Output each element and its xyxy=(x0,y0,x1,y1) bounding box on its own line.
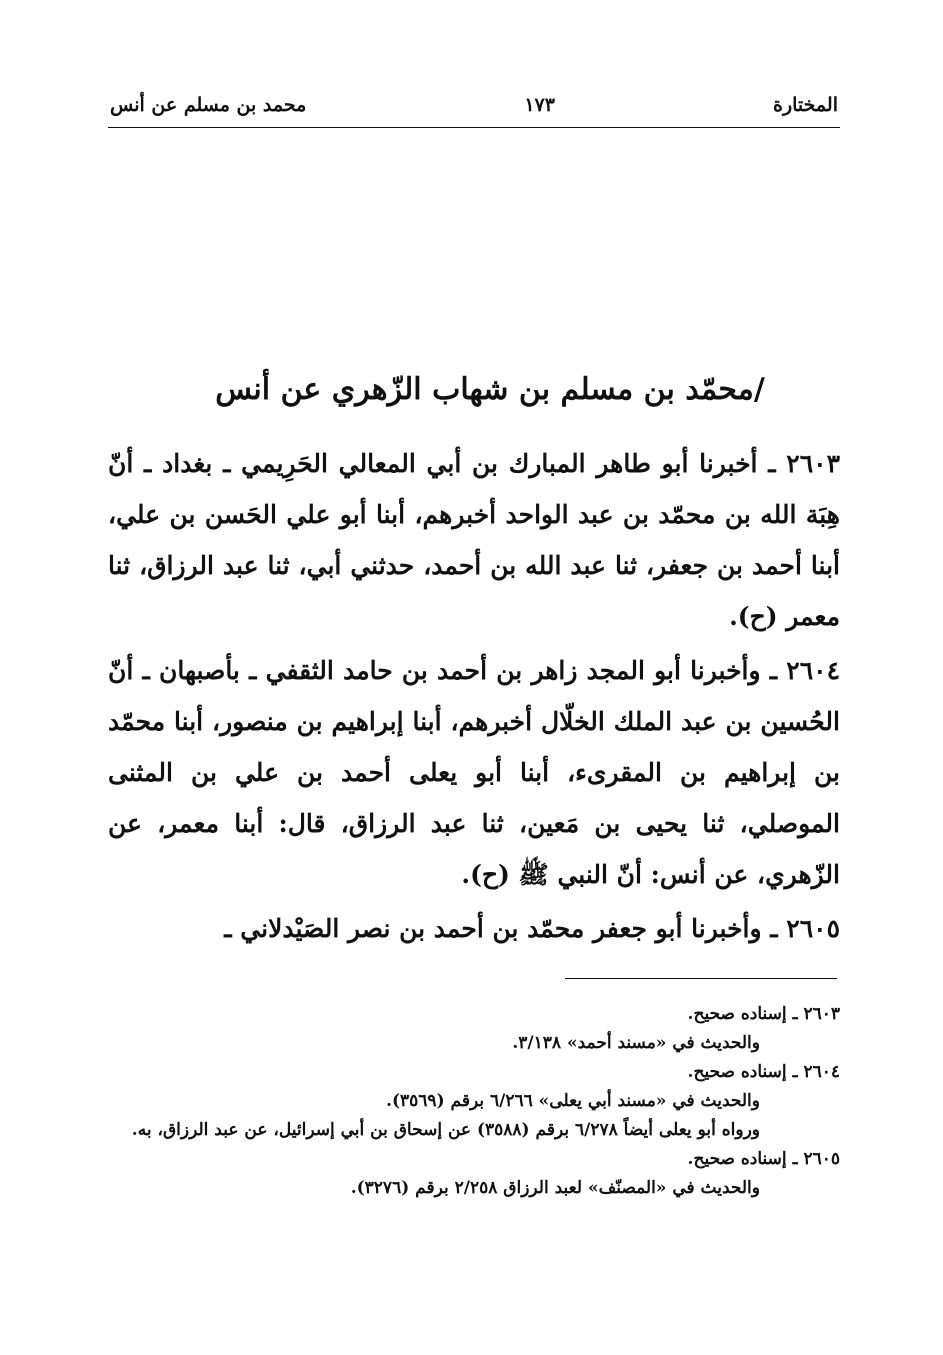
footnote-2604 xyxy=(108,1058,840,1145)
header-book-title: المختارة xyxy=(773,94,838,116)
footnote-heading: ٢٦٠٤ ـ إسناده صحيح. xyxy=(687,1062,840,1082)
section-title: /محمّد بن مسلم بن شهاب الزّهري عن أنس xyxy=(215,372,765,407)
footnote-2603 xyxy=(108,1000,840,1058)
footnote-2605 xyxy=(108,1145,840,1203)
footnote-line: والحديث في «مسند أحمد» ٣/١٣٨. xyxy=(512,1033,760,1053)
running-header xyxy=(110,88,838,122)
hadith-2603: ٢٦٠٣ ـ أخبرنا أبو طاهر المبارك بن أبي المعالي الحَرِيمي ـ بغداد ـ أنّ هِبَة الله بن محمّد بن عبد الواحد أخبرهم، أبنا أبو علي الحَسن بن علي، أبنا أحمد بن جعفر، ثنا عبد الله بن أحمد، حدثني أبي، ثنا عبد الرزاق، ثنا معمر (ح). xyxy=(108,449,840,631)
hadith-2604: ٢٦٠٤ ـ وأخبرنا أبو المجد زاهر بن أحمد بن حامد الثقفي ـ بأصبهان ـ أنّ الحُسين بن عبد الملك الخلّال أخبرهم، أبنا إبراهيم بن منصور، أبنا محمّد بن إبراهيم بن المقرىء، أبنا أبو يعلى أحمد بن علي بن المثنى الموصلي، ثنا يحيى بن مَعين، ثنا عبد الرزاق، قال: أبنا معمر، عن الزّهري، عن أنس: أنّ النبي ﷺ (ح). xyxy=(108,656,840,889)
page-number: ١٧٣ xyxy=(524,94,555,116)
footnote-line: والحديث في «مسند أبي يعلى» ٦/٢٦٦ برقم (٣٥٦٩). xyxy=(386,1091,760,1111)
footnote-heading: ٢٦٠٣ ـ إسناده صحيح. xyxy=(687,1004,840,1024)
footnote-divider xyxy=(565,978,837,979)
main-text xyxy=(108,438,840,957)
header-chapter-title: محمد بن مسلم عن أنس xyxy=(110,94,307,116)
footnote-line: والحديث في «المصنّف» لعبد الرزاق ٢/٢٥٨ برقم (٣٢٧٦). xyxy=(350,1178,760,1198)
hadith-2605: ٢٦٠٥ ـ وأخبرنا أبو جعفر محمّد بن أحمد بن نصر الصَيْدلاني ـ xyxy=(224,914,840,943)
footnotes xyxy=(108,1000,840,1203)
footnote-line: ورواه أبو يعلى أيضاً ٦/٢٧٨ برقم (٣٥٨٨) عن إسحاق بن أبي إسرائيل، عن عبد الرزاق، به. xyxy=(131,1120,760,1140)
header-divider xyxy=(108,127,840,128)
footnote-heading: ٢٦٠٥ ـ إسناده صحيح. xyxy=(687,1149,840,1169)
